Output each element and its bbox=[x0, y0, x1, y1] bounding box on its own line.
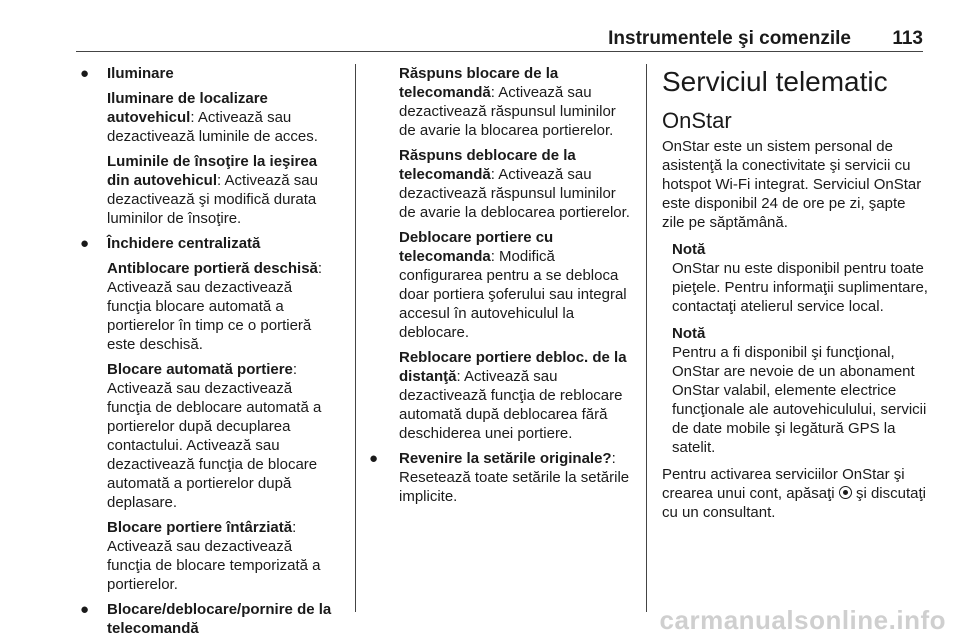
setting-entry bbox=[378, 64, 636, 140]
setting-description: : Modifică configurarea pentru a se debloca doar portiera şoferului sau integral accesul în autovehiculul la deblocare. bbox=[399, 248, 627, 341]
bullet-iluminare bbox=[78, 64, 340, 83]
setting-description: : Activează sau dezactivează funcţia de blocare temporizată a portierelor. bbox=[107, 519, 321, 593]
watermark: carmanualsonline.info bbox=[659, 605, 946, 635]
section-heading: Serviciul telematic bbox=[662, 66, 888, 97]
bullet-dot: ● bbox=[80, 65, 90, 82]
setting-description: : Resetează toate setările la setările implicite. bbox=[399, 450, 630, 505]
bullet-title: Blocare/deblocare/pornire de la telecomandă bbox=[107, 601, 332, 637]
onstar-button-icon bbox=[839, 486, 852, 499]
setting-description: : Activează sau dezactivează şi modifică durata luminilor de însoţire. bbox=[107, 172, 318, 227]
setting-entry bbox=[107, 360, 340, 512]
setting-term: Blocare automată portiere bbox=[107, 361, 293, 378]
setting-description: : Activează sau dezactivează funcţia blocare automată a portierelor în timp ce o portieră este deschisă. bbox=[107, 260, 323, 353]
note-block bbox=[662, 324, 928, 457]
setting-entry bbox=[107, 518, 340, 594]
header-divider bbox=[76, 51, 923, 52]
setting-description: : Activează sau dezactivează funcţia de reblocare automată după deblocarea fără deschiderea unei portiere. bbox=[399, 368, 623, 442]
setting-term: Reblocare portiere debloc. de la distanţă bbox=[399, 349, 627, 385]
setting-term: Luminile de însoţire la ieşirea din autovehicul bbox=[107, 153, 318, 189]
bullet-revenire-setari bbox=[369, 449, 636, 506]
note-title: Notă bbox=[672, 241, 706, 258]
bullet-title: Iluminare bbox=[107, 65, 174, 82]
column-divider-1 bbox=[355, 64, 356, 612]
setting-term: Blocare portiere întârziată bbox=[107, 519, 293, 536]
note-title: Notă bbox=[672, 325, 706, 342]
setting-entry bbox=[107, 259, 340, 354]
bullet-inchidere-centralizata bbox=[78, 234, 340, 253]
setting-term: Antiblocare portieră deschisă bbox=[107, 260, 318, 277]
bullet-title: Închidere centralizată bbox=[107, 235, 261, 252]
column-divider-2 bbox=[646, 64, 647, 612]
note-text: Pentru a fi disponibil şi funcţional, OnStar are nevoie de un abonament OnStar valabil, elemente electrice funcţionale ale autovehiculului, servicii de date mobile şi legătură GPS la satelit. bbox=[672, 344, 927, 456]
paragraph-text: şi discutaţi cu un consultant. bbox=[662, 485, 926, 521]
setting-description: : Activează sau dezactivează răspunsul luminilor de avarie la blocarea portierelor. bbox=[399, 84, 616, 139]
column-2 bbox=[369, 64, 636, 512]
paragraph: OnStar este un sistem personal de asistenţă la conectivitate şi servicii cu hotspot Wi-Fi integrat. Serviciul OnStar este disponibil 24 de ore pe zi, şapte zile pe săptămână. bbox=[662, 138, 922, 231]
setting-term: Răspuns deblocare de la telecomandă bbox=[399, 147, 576, 183]
note-text: OnStar nu este disponibil pentru toate pieţele. Pentru informaţii suplimentare, contactaţi atelierul service local. bbox=[672, 260, 928, 315]
setting-entry bbox=[107, 89, 340, 146]
bullet-blocare-telecomanda bbox=[78, 600, 340, 638]
setting-entry bbox=[378, 228, 636, 342]
column-3 bbox=[662, 64, 928, 530]
setting-description: : Activează sau dezactivează luminile de acces. bbox=[107, 109, 318, 145]
setting-term: Deblocare portiere cu telecomanda bbox=[399, 229, 554, 265]
paragraph bbox=[662, 465, 928, 522]
setting-entry bbox=[107, 152, 340, 228]
page-number: 113 bbox=[892, 28, 923, 49]
chapter-title: Instrumentele şi comenzile bbox=[608, 28, 851, 49]
subsection-heading: OnStar bbox=[662, 108, 732, 133]
bullet-dot: ● bbox=[80, 601, 90, 618]
bullet-dot: ● bbox=[369, 450, 379, 467]
note-block bbox=[662, 240, 928, 316]
setting-term: Revenire la setările originale? bbox=[399, 450, 612, 467]
column-1 bbox=[78, 64, 340, 644]
page-header bbox=[76, 28, 923, 50]
setting-entry bbox=[378, 348, 636, 443]
bullet-dot: ● bbox=[80, 235, 90, 252]
setting-entry bbox=[378, 146, 636, 222]
setting-description: : Activează sau dezactivează răspunsul luminilor de avarie la deblocarea portierelor. bbox=[399, 166, 630, 221]
setting-description: : Activează sau dezactivează funcţia de deblocare automată a portierelor după decuplarea contactului. Activează sau dezactivează funcţia de blocare automată a portierelor după deplasare. bbox=[107, 361, 322, 511]
setting-term: Iluminare de localizare autovehicul bbox=[107, 90, 268, 126]
setting-term: Răspuns blocare de la telecomandă bbox=[399, 65, 559, 101]
paragraph-text: Pentru activarea serviciilor OnStar şi crearea unui cont, apăsaţi bbox=[662, 466, 905, 502]
